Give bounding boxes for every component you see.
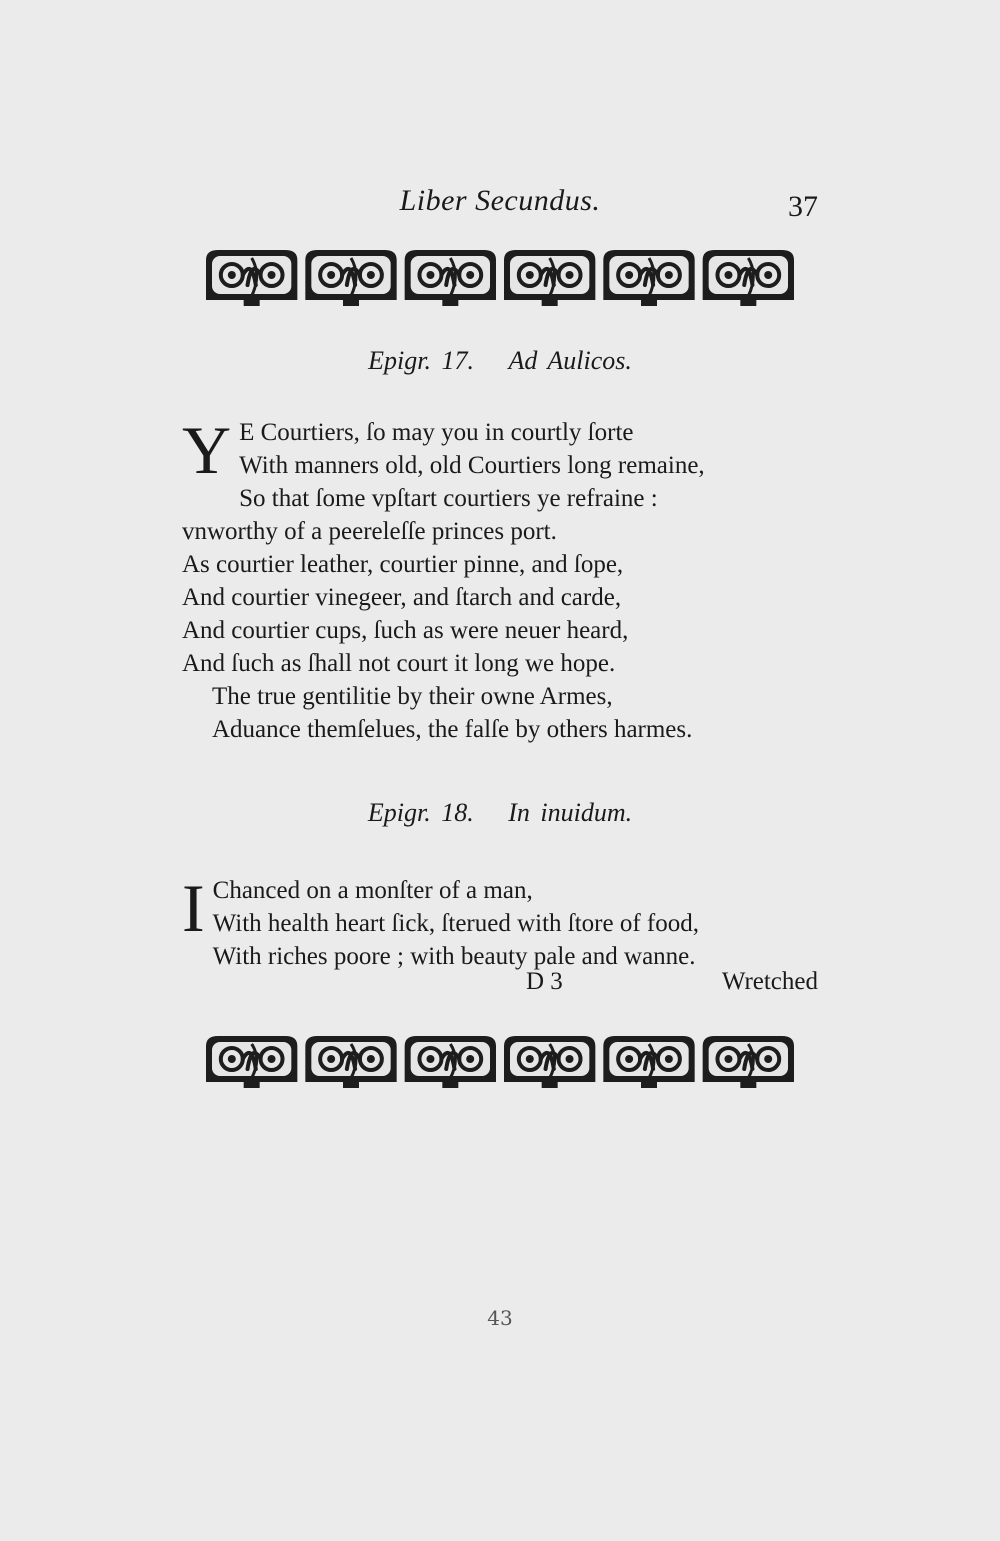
ornament-tile xyxy=(703,250,794,306)
poem-line: Chanced on a monſter of a man, xyxy=(212,877,533,904)
ornament-tile xyxy=(603,250,694,306)
epigram-18-title: In inuidum. xyxy=(508,798,633,827)
ornament-tile xyxy=(405,1036,496,1088)
ornament-tile xyxy=(305,250,396,306)
signature-mark: D 3 xyxy=(526,968,563,995)
poem-line: Aduance themſelues, the falſe by others harmes. xyxy=(212,716,693,743)
poem-line: And courtier cups, ſuch as were neuer heard, xyxy=(182,617,629,644)
epigram-18-heading xyxy=(182,798,818,828)
epigram-17-heading xyxy=(182,346,818,376)
running-head xyxy=(182,184,818,228)
ornament-tile xyxy=(603,1036,694,1088)
folio-number: 43 xyxy=(487,1306,513,1330)
bottom-floral-ornament xyxy=(202,1030,798,1092)
poem-line: As courtier leather, courtier pinne, and ſope, xyxy=(182,551,624,578)
epigram-17-title: Ad Aulicos. xyxy=(508,346,632,375)
ornament-tile xyxy=(703,1036,794,1088)
poem-line: vnworthy of a peereleſſe princes port. xyxy=(182,518,557,545)
catchword: Wretched xyxy=(721,968,818,995)
page-number: 37 xyxy=(788,190,818,223)
top-floral-ornament xyxy=(202,246,798,310)
ornament-tile xyxy=(206,1036,297,1088)
ornament-tile xyxy=(305,1036,396,1088)
poem-line: With manners old, old Courtiers long remaine, xyxy=(239,452,705,479)
ornament-tile xyxy=(504,250,595,306)
poem-line: And ſuch as ſhall not court it long we hope. xyxy=(182,650,616,677)
ornament-tile xyxy=(504,1036,595,1088)
epigram-17-label: Epigr. 17. xyxy=(368,346,474,375)
floral-band-ornament-icon xyxy=(202,1030,798,1092)
poem-line: And courtier vinegeer, and ſtarch and carde, xyxy=(182,584,622,611)
drop-cap: Y xyxy=(182,412,232,488)
poem-line: With health heart ſick, ſterued with ſtore of food, xyxy=(212,910,699,937)
catchline xyxy=(182,968,818,1001)
epigram-18-label: Epigr. 18. xyxy=(367,798,474,827)
poem-line: The true gentilitie by their owne Armes, xyxy=(212,683,613,710)
drop-cap: I xyxy=(182,870,205,946)
floral-band-ornament-icon xyxy=(202,246,798,310)
poem-line: With riches poore ; with beauty pale and wanne. xyxy=(212,943,696,970)
ornament-tile xyxy=(206,250,297,306)
running-title: Liber Secundus. xyxy=(399,184,601,217)
epigram-17-poem xyxy=(182,412,822,746)
poem-line: E Courtiers, ſo may you in courtly ſorte xyxy=(239,419,634,446)
epigram-18-poem xyxy=(182,870,822,973)
ornament-tile xyxy=(405,250,496,306)
poem-line: So that ſome vpſtart courtiers ye refraine : xyxy=(239,485,658,512)
